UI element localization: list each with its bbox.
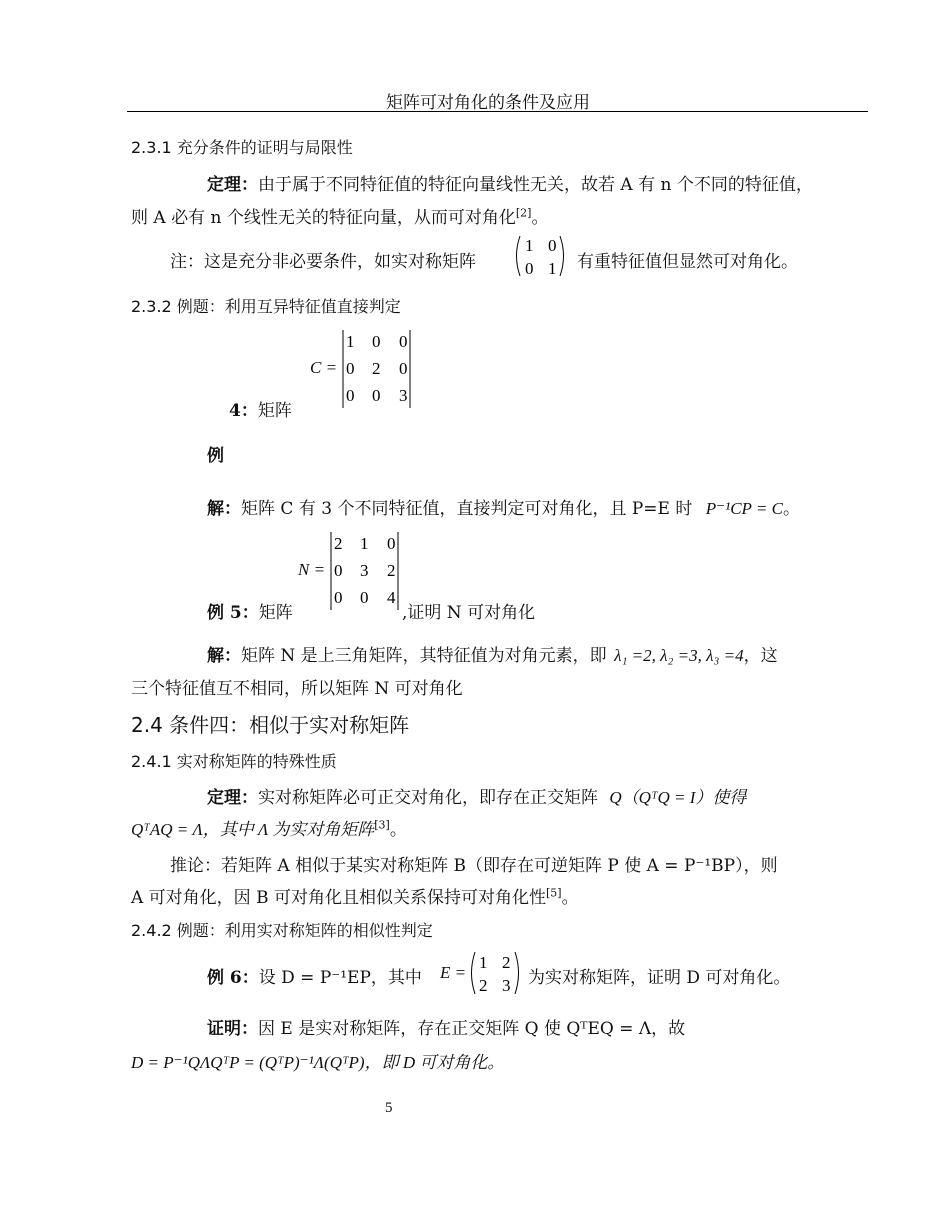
solution-4-text: 矩阵 C 有 3 个不同特征值，直接判定可对角化，且 P=E 时 (241, 499, 693, 519)
section-heading-2-4: 2.4 条件四：相似于实对称矩阵 (131, 713, 410, 737)
theorem-text-line1: 由于属于不同特征值的特征向量线性无关，故若 A 有 n 个不同的特征值， (258, 175, 813, 195)
mate-21: 2 (479, 976, 488, 995)
matc-11: 1 (346, 332, 355, 351)
theorem-241-q: Q（QᵀQ = I）使得 (609, 788, 747, 807)
citation-2: [2] (515, 206, 532, 220)
matc-12: 0 (372, 332, 381, 351)
section-heading-2-4-2: 2.4.2 例题：利用实对称矩阵的相似性判定 (131, 921, 433, 940)
mate-22: 3 (502, 976, 511, 995)
theorem-241-line2-wrap (131, 815, 407, 840)
theorem-241-line1 (207, 783, 746, 808)
example-4-line (229, 396, 292, 421)
identity-cell-12: 0 (548, 236, 557, 255)
example-5-line (207, 598, 293, 623)
matrix-c (338, 328, 418, 412)
identity-cell-22: 1 (548, 259, 557, 278)
solution-5-text1: 矩阵 N 是上三角矩阵，其特征值为对角元素，即 (241, 646, 607, 666)
proof-line2: D = P⁻¹QΛQᵀP = (QᵀP)⁻¹Λ(QᵀP)，即 D 可对角化。 (131, 1053, 505, 1072)
example-5-label: 例 5： (207, 603, 259, 623)
identity-cell-11: 1 (525, 236, 534, 255)
matc-33: 3 (399, 386, 408, 405)
mate-11: 1 (479, 953, 488, 972)
matn-23: 2 (387, 561, 396, 580)
matc-21: 0 (346, 359, 355, 378)
note-pre: 注：这是充分非必要条件，如实对称矩阵 (170, 252, 476, 272)
proof-label: 证明： (207, 1019, 258, 1039)
example-5-text: 矩阵 (258, 603, 293, 623)
solution-5-line1 (207, 641, 778, 666)
example-4-number: 4： (229, 401, 258, 421)
page-number: 5 (385, 1100, 393, 1116)
example-5-post: ,证明 N 可对角化 (402, 603, 536, 623)
theorem-241-line2: QᵀAQ = Λ，其中 Λ 为实对角矩阵 (131, 820, 375, 839)
corollary-line2: A 可对角化，因 B 可对角化且相似关系保持可对角化性 (131, 888, 546, 908)
page-header-title: 矩阵可对角化的条件及应用 (386, 93, 590, 113)
matrix-n (326, 530, 406, 614)
solution-4-formula: P⁻¹CP = C (705, 499, 783, 518)
note-post: 有重特征值但显然可对角化。 (577, 252, 798, 272)
example-6-post: 为实对称矩阵，证明 D 可对角化。 (528, 968, 791, 988)
proof-line1 (207, 1014, 685, 1039)
period-cor: 。 (561, 888, 579, 908)
matrix-c-name: C = (310, 358, 338, 377)
proof-text1: 因 E 是实对称矩阵，存在正交矩阵 Q 使 QᵀEQ = Λ，故 (258, 1019, 686, 1039)
matrix-n-name: N = (298, 560, 326, 579)
theorem-text-line2-wrap (131, 203, 548, 228)
matc-23: 0 (399, 359, 408, 378)
theorem-label: 定理： (207, 175, 258, 195)
matn-12: 1 (360, 534, 369, 553)
solution-4-line (207, 494, 800, 519)
identity-cell-21: 0 (525, 259, 534, 278)
example-6-pre: 设 D = P⁻¹EP，其中 (258, 968, 422, 988)
example-6-label: 例 6： (207, 968, 259, 988)
solution-4-label: 解： (207, 499, 241, 519)
theorem-paragraph (207, 170, 813, 195)
matn-33: 4 (387, 588, 396, 607)
matn-31: 0 (334, 588, 343, 607)
matn-13: 0 (387, 534, 396, 553)
example-4-label: 例 (207, 446, 224, 466)
period-241: 。 (389, 820, 407, 840)
solution-5-line2: 三个特征值互不相同，所以矩阵 N 可对角化 (131, 679, 463, 699)
matn-11: 2 (334, 534, 343, 553)
note-line (170, 235, 476, 279)
section-heading-2-4-1: 2.4.1 实对称矩阵的特殊性质 (131, 752, 337, 771)
section-heading-2-3-1: 2.3.1 充分条件的证明与局限性 (131, 138, 353, 157)
theorem-text-line2: 则 A 必有 n 个线性无关的特征向量，从而可对角化 (131, 208, 516, 228)
matn-32: 0 (360, 588, 369, 607)
period: 。 (531, 208, 549, 228)
header-rule (127, 111, 868, 112)
corollary-line1: 推论：若矩阵 A 相似于某实对称矩阵 B（即存在可逆矩阵 P 使 A = P⁻¹BP），则 (170, 856, 778, 876)
section-heading-2-3-2: 2.3.2 例题：利用互异特征值直接判定 (131, 297, 401, 316)
matn-21: 0 (334, 561, 343, 580)
period-4: 。 (782, 499, 800, 519)
example-6-line (207, 963, 422, 988)
citation-3: [3] (374, 818, 390, 832)
matc-31: 0 (346, 386, 355, 405)
matc-22: 2 (372, 359, 381, 378)
matn-22: 3 (360, 561, 369, 580)
mate-12: 2 (502, 953, 511, 972)
theorem-241-label: 定理： (207, 788, 258, 808)
matrix-e-name: E = (440, 963, 467, 982)
example-4-text: 矩阵 (257, 401, 292, 421)
identity-matrix (510, 232, 570, 280)
matc-32: 0 (372, 386, 381, 405)
citation-5: [5] (545, 886, 562, 900)
solution-5-label: 解： (207, 646, 241, 666)
corollary-line2-wrap (131, 883, 579, 908)
matrix-e (466, 949, 526, 997)
solution-5-eigenvalues: λ₁ =2, λ₂ =3, λ₃ =4 (614, 646, 744, 665)
solution-5-tail: ，这 (743, 646, 778, 666)
theorem-241-text: 实对称矩阵必可正交对角化，即存在正交矩阵 (258, 788, 598, 808)
matc-13: 0 (399, 332, 408, 351)
